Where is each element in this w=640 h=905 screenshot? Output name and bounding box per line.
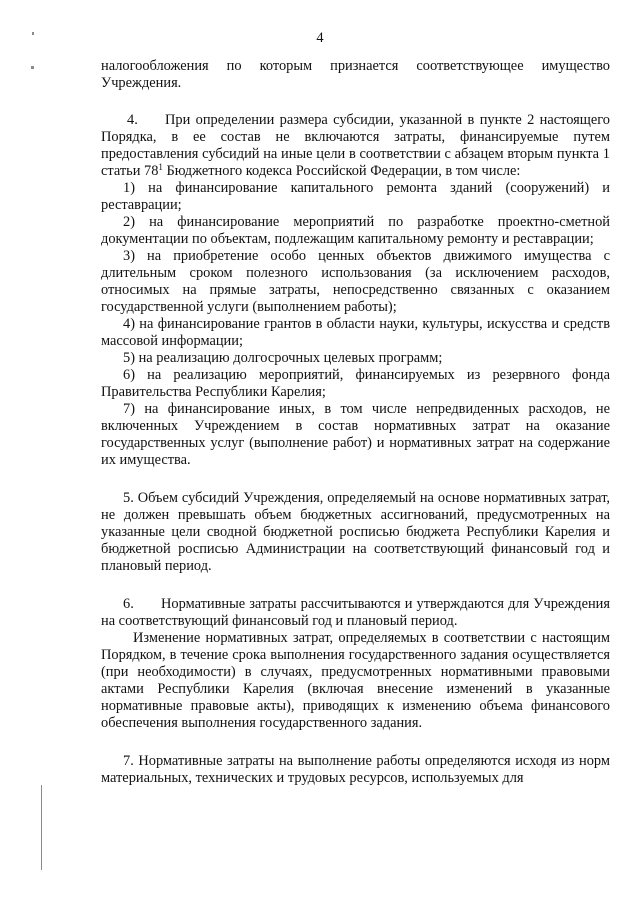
paragraph-7: 7. Нормативные затраты на выполнение работы определяются исходя из норм материальных, технических и трудовых ресурсов, используемых для xyxy=(101,753,610,786)
list-item-1: 1) на финансирование капитального ремонта зданий (сооружений) и реставрации; xyxy=(101,180,610,213)
list-item-7: 7) на финансирование иных, в том числе непредвиденных расходов, не включенных Учреждением в состав нормативных затрат на оказание государственных услуг (выполнение работ) и нормативных затрат на содержание их имущества. xyxy=(101,401,610,468)
paragraph-6-text: Нормативные затраты рассчитываются и утверждаются для Учреждения на соответствующий финансовый год и плановый период. xyxy=(101,596,610,629)
paragraph-6 xyxy=(101,596,610,630)
paragraph-4 xyxy=(101,112,610,180)
list-item-6: 6) на реализацию мероприятий, финансируемых из резервного фонда Правительства Республики Карелия; xyxy=(101,367,610,400)
scan-edge-line xyxy=(41,785,42,870)
document-body xyxy=(101,58,610,787)
list-item-3: 3) на приобретение особо ценных объектов движимого имущества с длительным сроком полезного использования (за исключением расходов, относимых на прямые затраты, непосредственно связанных с оказанием государственной услуги (выполнением работы); xyxy=(101,248,610,315)
article-superscript: 1 xyxy=(158,162,163,172)
paragraph-4-text: При определении размера субсидии, указанной в пункте 2 настоящего Порядка, в ее состав не включаются затраты, финансируемые путем предоставления субсидий на иные цели в соответствии с абзацем вторым пункта 1 статьи 78 xyxy=(101,112,610,179)
paragraph-5: 5. Объем субсидий Учреждения, определяемый на основе нормативных затрат, не должен превышать объем бюджетных ассигнований, предусмотренных на указанные цели сводной бюджетной росписью бюджета Республики Карелия и бюджетной росписью Администрации на соответствующий финансовый год и плановый период. xyxy=(101,490,610,574)
scan-mark-middle xyxy=(31,66,34,69)
list-item-5: 5) на реализацию долгосрочных целевых программ; xyxy=(123,350,443,366)
paragraph-6-continued: Изменение нормативных затрат, определяемых в соответствии с настоящим Порядком, в течение срока выполнения государственного задания осуществляется (при необходимости) в случаях, предусмотренных нормативными правовыми актами Республики Карелия (включая внесение изменений в указанные нормативные правовые акты), приводящих к изменению объема финансового обеспечения выполнения государственного задания. xyxy=(101,630,610,731)
paragraph-6-number: 6. xyxy=(123,596,134,612)
paragraph-4-tail: Бюджетного кодекса Российской Федерации, в том числе: xyxy=(162,163,521,179)
page-number: 4 xyxy=(316,30,324,46)
list-item-4: 4) на финансирование грантов в области науки, культуры, искусства и средств массовой информации; xyxy=(101,316,610,349)
paragraph-4-number: 4. xyxy=(127,112,138,128)
list-item-2: 2) на финансирование мероприятий по разработке проектно-сметной документации по объектам, подлежащим капитальному ремонту и реставрации; xyxy=(101,214,610,247)
paragraph-continuation: налогообложения по которым признается соответствующее имущество Учреждения. xyxy=(101,58,610,91)
